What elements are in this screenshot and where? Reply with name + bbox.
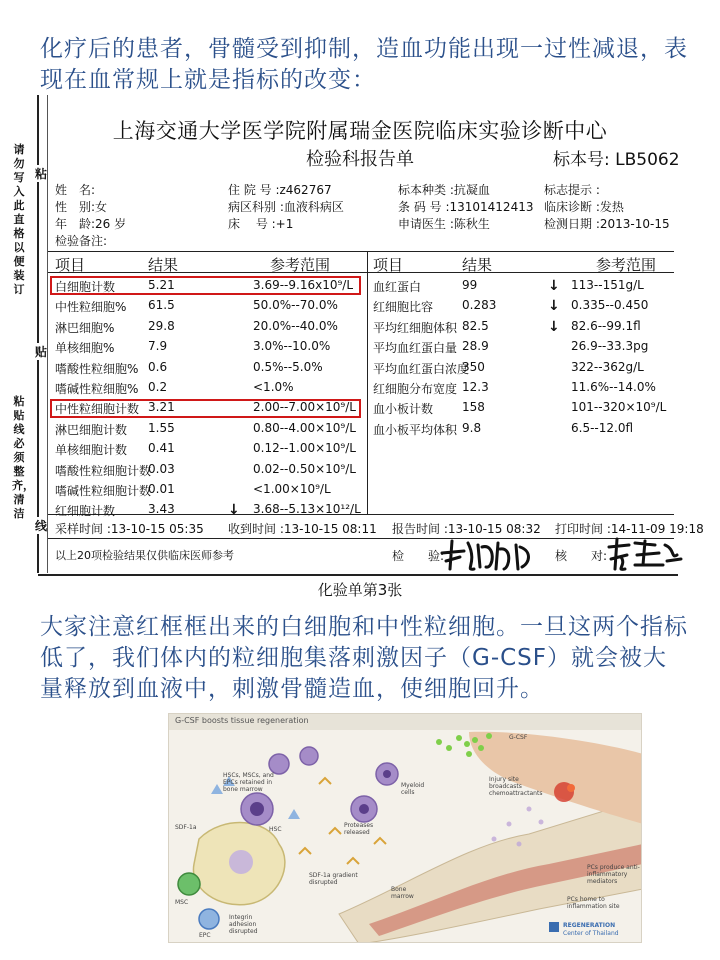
flag-hint: 标志提示 : — [544, 183, 600, 197]
label-gradient: SDF-1a gradient disrupted — [309, 872, 358, 886]
left-row-range: 0.80--4.00×10⁹/L — [253, 420, 356, 435]
right-row-range: 0.335--0.450 — [571, 298, 649, 313]
right-row-item: 红细胞分布宽度 — [373, 382, 458, 396]
right-row-item: 平均血红蛋白量 — [373, 341, 458, 356]
left-row-result: 0.03 — [148, 461, 175, 476]
right-row-range: 113--151g/L — [571, 278, 644, 292]
label-myeloid: Myeloid cells — [401, 782, 425, 796]
side-char-3: 线 — [35, 519, 48, 533]
left-row-item: 白细胞计数 — [55, 280, 116, 294]
left-row-range: 0.02--0.50×10⁹/L — [253, 461, 356, 476]
left-row-range: 50.0%--70.0% — [253, 298, 338, 313]
header-result-right: 结果 — [462, 256, 493, 274]
sample-number: 标本号: LB5062 — [553, 150, 680, 170]
requesting-doctor: 申请医生 :陈秋生 — [398, 217, 490, 231]
right-row-result: 82.5 — [462, 318, 489, 333]
highlight-neutrophil — [50, 399, 361, 418]
left-row-range: <1.0% — [253, 380, 294, 394]
left-row-result: 29.8 — [148, 318, 175, 333]
brand-name: REGENERATION — [563, 922, 616, 929]
left-row-range: 20.0%--40.0% — [253, 318, 338, 333]
label-sdf: SDF-1a — [175, 824, 197, 831]
patient-age: 年 龄:26 岁 — [55, 217, 127, 231]
disclaimer: 以上20项检验结果仅供临床医师参考 — [55, 549, 234, 562]
right-row-range: 322--362g/L — [571, 359, 644, 374]
left-row-item: 淋巴细胞计数 — [55, 422, 128, 437]
label-gcsf: G-CSF — [509, 734, 528, 741]
left-row-result: 3.43 — [148, 502, 175, 517]
left-row-range: <1.00×10⁹/L — [253, 482, 331, 496]
header-item-right: 项目 — [373, 256, 404, 274]
right-row-item: 平均红细胞体积 — [373, 320, 458, 335]
gcsf-illustration — [168, 713, 642, 943]
right-row-result: 0.283 — [462, 298, 497, 313]
left-row-item: 中性粒细胞计数 — [55, 402, 140, 417]
left-row-result: 1.55 — [148, 420, 175, 435]
right-row-item: 红细胞比容 — [373, 300, 434, 315]
ward: 病区科别 :血液科病区 — [228, 200, 344, 214]
highlight-wbc — [50, 276, 361, 295]
left-row-range: 3.0%--10.0% — [253, 339, 331, 354]
right-row-range: 101--320×10⁹/L — [571, 400, 667, 415]
lab-report — [0, 95, 720, 607]
bed: 床 号 :+1 — [228, 217, 294, 231]
right-row-range: 6.5--12.0fl — [571, 420, 634, 435]
right-row-result: 12.3 — [462, 380, 489, 394]
barcode: 条 码 号 :13101412413 — [398, 200, 534, 214]
right-row-low-arrow: ↓ — [548, 318, 560, 335]
illustration-title: G-CSF boosts tissue regeneration — [175, 716, 309, 725]
right-row-range: 11.6%--14.0% — [571, 380, 656, 394]
report-bottom-rule — [38, 574, 678, 576]
left-row-range: 2.00--7.00×10⁹/L — [253, 400, 356, 415]
right-row-result: 158 — [462, 400, 485, 415]
right-row-item: 血红蛋白 — [373, 280, 422, 294]
left-row-result: 0.6 — [148, 359, 168, 374]
tester-signature — [438, 533, 538, 575]
left-row-result: 0.41 — [148, 441, 175, 456]
left-row-item: 红细胞计数 — [55, 504, 116, 519]
sample-time: 采样时间 :13-10-15 05:35 — [55, 522, 204, 536]
table-top-rule — [48, 251, 674, 252]
label-hsc-block: HSCs, MSCs, and EPCs retained in bone marrow — [223, 772, 274, 793]
right-row-range: 26.9--33.3pg — [571, 339, 649, 354]
right-row-low-arrow: ↓ — [548, 298, 560, 315]
checker-signature — [605, 535, 685, 575]
right-row-result: 99 — [462, 278, 478, 292]
label-hsc: HSC — [269, 826, 282, 833]
left-row-item: 嗜酸性粒细胞% — [55, 361, 139, 376]
header-item-left: 项目 — [55, 256, 86, 274]
brand-subtitle: Center of Thailand — [563, 930, 619, 937]
right-row-item: 平均血红蛋白浓度 — [373, 361, 470, 376]
label-injury: Injury site broadcasts chemoattractants — [489, 776, 543, 797]
right-row-item: 血小板计数 — [373, 402, 434, 417]
left-row-result: 7.9 — [148, 339, 168, 354]
label-epc: EPC — [199, 932, 211, 939]
side-char-2: 贴 — [35, 345, 48, 359]
report-time: 报告时间 :13-10-15 08:32 — [392, 522, 541, 536]
patient-name: 姓 名: — [55, 183, 96, 197]
note-paragraph: 大家注意红框框出来的白细胞和中性粒细胞。一旦这两个指标低了，我们体内的粒细胞集落刺激因子（G-CSF）就会被大量释放到血液中，刺激骨髓造血，使细胞回升。 — [40, 614, 688, 702]
label-integrin: Integrin adhesion disrupted — [229, 914, 258, 935]
right-row-result: 350 — [462, 359, 485, 374]
left-row-result: 3.21 — [148, 400, 175, 415]
left-row-item: 淋巴细胞% — [55, 320, 115, 335]
left-row-result: 5.21 — [148, 278, 175, 292]
table-divider — [367, 252, 368, 514]
right-row-range: 82.6--99.1fl — [571, 318, 641, 333]
left-row-low-arrow: ↓ — [228, 502, 240, 519]
header-range-left: 参考范围 — [270, 256, 331, 274]
header-range-right: 参考范围 — [596, 256, 657, 274]
left-row-range: 3.69--9.16x10⁹/L — [253, 278, 354, 292]
left-row-item: 嗜碱性粒细胞% — [55, 382, 139, 396]
left-row-item: 中性粒细胞% — [55, 300, 127, 315]
test-note: 检验备注: — [55, 234, 108, 248]
label-bone-marrow: Bone marrow — [391, 886, 414, 900]
right-row-item: 血小板平均体积 — [373, 422, 458, 437]
side-note-paste: 粘贴线必须整齐，清洁 — [12, 395, 34, 520]
side-note-binding: 请勿写入此直格以便装订 — [13, 143, 25, 296]
left-row-result: 0.2 — [148, 380, 168, 394]
test-date: 检测日期 :2013-10-15 — [544, 217, 670, 231]
table-header-rule — [48, 272, 674, 273]
left-row-range: 0.12--1.00×10⁹/L — [253, 441, 356, 456]
checker-label: 核 对: — [555, 549, 608, 563]
label-msc: MSC — [175, 899, 189, 906]
left-row-result: 0.01 — [148, 482, 175, 496]
print-time: 打印时间 :14-11-09 19:18 — [555, 522, 704, 536]
specimen-type: 标本种类 :抗凝血 — [398, 183, 490, 197]
intro-paragraph: 化疗后的患者，骨髓受到抑制，造血功能出现一过性减退，表现在血常规上就是指标的改变： — [40, 36, 688, 93]
right-row-low-arrow: ↓ — [548, 278, 560, 294]
header-result-left: 结果 — [148, 256, 179, 274]
receive-time: 收到时间 :13-10-15 08:11 — [228, 522, 377, 536]
hospital-name: 上海交通大学医学院附属瑞金医院临床实验诊断中心 — [112, 119, 608, 143]
right-row-result: 9.8 — [462, 420, 482, 435]
left-row-item: 嗜酸性粒细胞计数 — [55, 463, 152, 478]
label-proteases: Proteases released — [344, 822, 374, 836]
table-bottom-rule — [48, 514, 674, 515]
left-row-item: 单核细胞计数 — [55, 443, 128, 458]
right-row-result: 28.9 — [462, 339, 489, 354]
report-title: 检验科报告单 — [306, 149, 414, 170]
label-pcs-home: PCs home to inflammation site — [567, 896, 620, 910]
patient-sex: 性 别:女 — [55, 200, 108, 214]
tester-label: 检 验: — [392, 549, 445, 563]
hospital-number: 住 院 号 :z462767 — [228, 183, 332, 197]
clinical-diagnosis: 临床诊断 :发热 — [544, 200, 624, 214]
left-row-range: 3.68--5.13×10¹²/L — [253, 502, 361, 517]
left-row-result: 61.5 — [148, 298, 175, 313]
footer-rule — [48, 538, 674, 539]
left-row-item: 单核细胞% — [55, 341, 115, 356]
side-char-1: 粘 — [35, 167, 48, 181]
left-row-range: 0.5%--5.0% — [253, 359, 323, 374]
label-pcs-produce: PCs produce anti-inflammatory mediators — [587, 864, 640, 885]
sheet-label: 化验单第3张 — [317, 581, 403, 599]
left-row-item: 嗜碱性粒细胞计数 — [55, 484, 152, 498]
